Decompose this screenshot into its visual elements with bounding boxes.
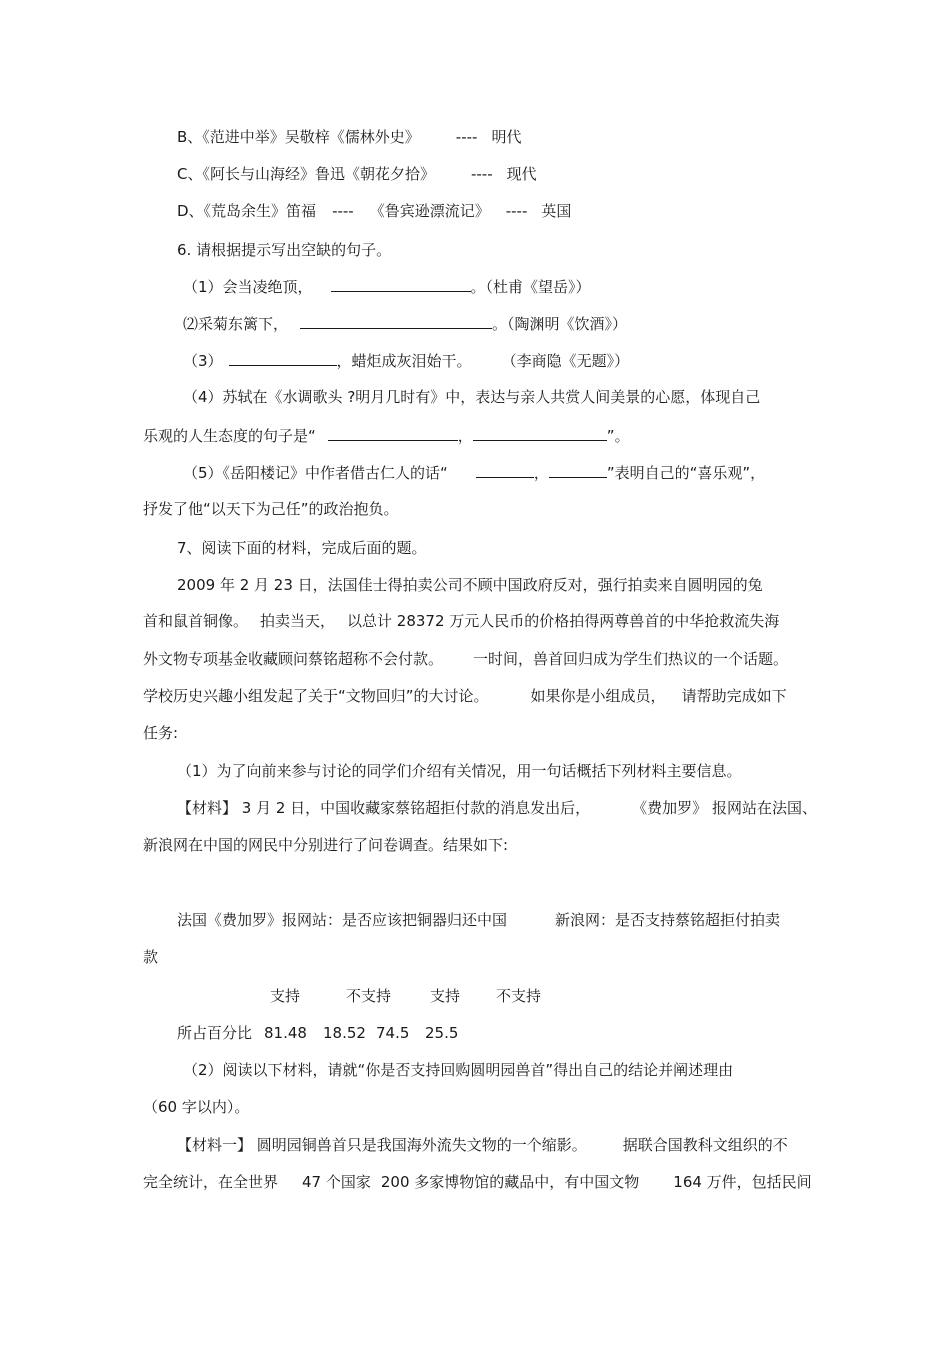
option-d bbox=[177, 201, 571, 221]
q7-title bbox=[177, 538, 427, 558]
survey-col-header bbox=[346, 986, 391, 1006]
q6-s5-line1 bbox=[183, 462, 765, 483]
q7-task2-l1 bbox=[183, 1060, 733, 1080]
blank-field[interactable] bbox=[331, 276, 471, 292]
survey-sina-cont-text: 款 bbox=[143, 948, 159, 966]
q7-p1-l2b: 拍卖当天， bbox=[260, 612, 336, 630]
q7-material-l1b: 《费加罗》 报网站在法国、 bbox=[632, 799, 817, 817]
q7-p1-l3 bbox=[143, 649, 788, 669]
survey-value bbox=[323, 1023, 366, 1043]
survey-col-header-text: 不支持 bbox=[496, 987, 542, 1005]
q6-s3-mid: ，蜡炬成灰泪始干。 bbox=[336, 352, 472, 370]
q6-s4-line1-text: （4）苏轼在《水调歌头 ?明月几时有》中，表达与亲人共赏人间美景的心愿，体现自己 bbox=[183, 388, 761, 406]
survey-col-header bbox=[496, 986, 541, 1006]
survey-col-header-text: 支持 bbox=[430, 987, 461, 1005]
blank-field[interactable] bbox=[476, 462, 534, 478]
q6-s4-comma: ， bbox=[457, 427, 473, 445]
option-c-tail: 现代 bbox=[506, 165, 537, 183]
survey-col-header-text: 支持 bbox=[270, 987, 301, 1005]
q7-p1-l3a: 外文物专项基金收藏顾问蔡铭超称不会付款。 bbox=[143, 650, 444, 668]
survey-value-text: 18.52 bbox=[323, 1024, 366, 1042]
q7-material-l1 bbox=[177, 798, 817, 818]
survey-sina-cont bbox=[143, 947, 158, 967]
q7-task1-text: （1）为了向前来参与讨论的同学们介绍有关情况，用一句话概括下列材料主要信息。 bbox=[177, 762, 742, 780]
q6-title-text: 6. 请根据提示写出空缺的句子。 bbox=[177, 241, 392, 259]
q6-s2-pre: ⑵采菊东篱下， bbox=[183, 315, 289, 333]
option-d-tail: 英国 bbox=[541, 202, 572, 220]
q7-p1-l4a: 学校历史兴趣小组发起了关于“文物回归”的大讨论。 bbox=[143, 687, 489, 705]
survey-col-header bbox=[270, 986, 300, 1006]
q7-p1-l5 bbox=[143, 723, 178, 743]
q7-material1-l1b: 据联合国教科文组织的不 bbox=[622, 1136, 788, 1154]
survey-row-label-text: 所占百分比 bbox=[177, 1024, 253, 1042]
q7-p1-l3b: 一时间，兽首回归成为学生们热议的一个话题。 bbox=[473, 650, 789, 668]
survey-value bbox=[425, 1023, 458, 1043]
survey-value-text: 25.5 bbox=[425, 1024, 459, 1042]
option-c-sep: ---- bbox=[470, 165, 493, 183]
option-d-label: D、《荒岛余生》笛福 bbox=[177, 202, 317, 220]
q7-material1-l2d: 164 万件，包括民间 bbox=[673, 1173, 812, 1191]
q7-material1-l2c: 200 多家博物馆的藏品中，有中国文物 bbox=[380, 1173, 640, 1191]
option-c bbox=[177, 164, 537, 184]
q6-s5-line2-text: 抒发了他“以天下为己任”的政治抱负。 bbox=[143, 500, 399, 518]
q6-s4-line2 bbox=[143, 425, 630, 446]
q7-p1-l2a: 首和鼠首铜像。 bbox=[143, 612, 249, 630]
survey-row-label bbox=[177, 1023, 252, 1043]
q7-task2-l1-text: （2）阅读以下材料，请就“你是否支持回购圆明园兽首”得出自己的结论并阐述理由 bbox=[183, 1061, 734, 1079]
blank-field[interactable] bbox=[473, 425, 607, 441]
q6-title bbox=[177, 240, 391, 260]
survey-col-header bbox=[430, 986, 460, 1006]
q7-title-text: 7、阅读下面的材料，完成后面的题。 bbox=[177, 539, 427, 557]
q6-s3-post: （李商隐《无题》） bbox=[501, 352, 630, 370]
q6-s1 bbox=[183, 276, 591, 297]
survey-col-header-text: 不支持 bbox=[346, 987, 392, 1005]
blank-field[interactable] bbox=[300, 313, 492, 329]
q6-s5-post: ”表明自己的“喜乐观”， bbox=[606, 464, 766, 482]
q7-p1-l4 bbox=[143, 686, 787, 706]
q6-s2-post: 。（陶渊明《饮酒》） bbox=[492, 315, 628, 333]
q7-p1-l4b: 如果你是小组成员， bbox=[530, 687, 666, 705]
q6-s5-pre: （5）《岳阳楼记》中作者借古仁人的话“ bbox=[183, 464, 448, 482]
q7-p1-l2c: 以总计 28372 万元人民币的价格拍得两尊兽首的中华抢救流失海 bbox=[347, 612, 780, 630]
q7-task1 bbox=[177, 761, 742, 781]
survey-sina: 新浪网：是否支持蔡铭超拒付拍卖 bbox=[555, 911, 781, 929]
q6-s4-post: ”。 bbox=[606, 427, 630, 445]
survey-value-text: 81.48 bbox=[264, 1024, 307, 1042]
survey-headers bbox=[177, 910, 780, 930]
q7-material1-l2a: 完全统计，在全世界 bbox=[143, 1173, 279, 1191]
option-d-sep2: ---- bbox=[505, 202, 528, 220]
q6-s4-pre: 乐观的人生态度的句子是“ bbox=[143, 427, 316, 445]
q6-s3 bbox=[183, 350, 629, 371]
q6-s4-line1 bbox=[183, 387, 760, 407]
option-c-label: C、《阿长与山海经》鲁迅《朝花夕拾》 bbox=[177, 165, 435, 183]
q7-material-l1a: 【材料】 3 月 2 日，中国收藏家蔡铭超拒付款的消息发出后， bbox=[177, 799, 591, 817]
q6-s2 bbox=[183, 313, 627, 334]
q7-p1-l4c: 请帮助完成如下 bbox=[681, 687, 787, 705]
q7-p1-l1 bbox=[177, 575, 763, 595]
option-b-sep: ---- bbox=[455, 128, 478, 146]
survey-value bbox=[264, 1023, 307, 1043]
q6-s3-pre: （3） bbox=[183, 352, 223, 370]
q7-material1-l1 bbox=[177, 1135, 788, 1155]
q6-s1-pre: （1）会当凌绝顶， bbox=[183, 278, 313, 296]
survey-value-text: 74.5 bbox=[376, 1024, 410, 1042]
option-b-tail: 明代 bbox=[491, 128, 522, 146]
survey-figaro: 法国《费加罗》报网站：是否应该把铜器归还中国 bbox=[177, 911, 508, 929]
q7-material1-l1a: 【材料一】 圆明园铜兽首只是我国海外流失文物的一个缩影。 bbox=[177, 1136, 587, 1154]
q7-material-l2-text: 新浪网在中国的网民中分别进行了问卷调查。结果如下: bbox=[143, 836, 509, 854]
q7-p1-l2 bbox=[143, 611, 779, 631]
blank-field[interactable] bbox=[549, 462, 607, 478]
q7-p1-l5-text: 任务: bbox=[143, 724, 179, 742]
q6-s5-comma: ， bbox=[533, 464, 549, 482]
q7-p1-l1-text: 2009 年 2 月 23 日，法国佳士得拍卖公司不顾中国政府反对，强行拍卖来自圆明园的兔 bbox=[177, 576, 763, 594]
q7-material-l2 bbox=[143, 835, 508, 855]
option-b-label: B、《范进中举》吴敬梓《儒林外史》 bbox=[177, 128, 420, 146]
survey-value bbox=[376, 1023, 409, 1043]
q7-task2-l2 bbox=[143, 1097, 249, 1117]
option-b bbox=[177, 127, 521, 147]
option-d-mid: 《鲁宾逊漂流记》 bbox=[369, 202, 490, 220]
q7-material1-l2 bbox=[143, 1172, 812, 1192]
blank-field[interactable] bbox=[328, 425, 458, 441]
blank-field[interactable] bbox=[229, 350, 337, 366]
q6-s1-post: 。（杜甫《望岳》） bbox=[470, 278, 591, 296]
q7-material1-l2b: 47 个国家 bbox=[302, 1173, 371, 1191]
option-d-sep1: ---- bbox=[332, 202, 354, 220]
q7-task2-l2-text: （60 字以内）。 bbox=[143, 1098, 250, 1116]
q6-s5-line2 bbox=[143, 499, 399, 519]
